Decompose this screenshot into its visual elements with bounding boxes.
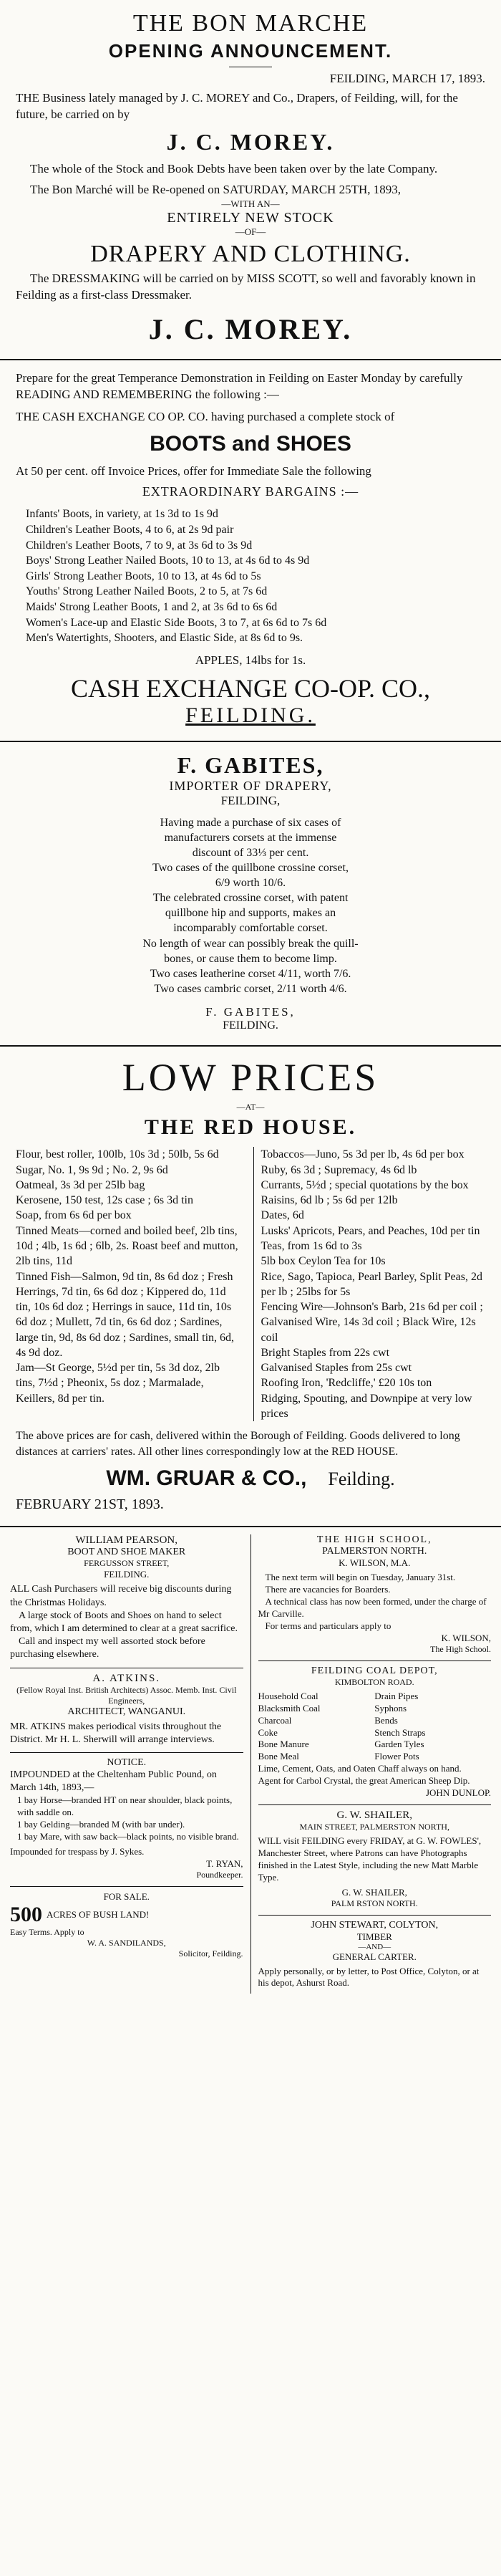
atkins-advertisement [10, 1668, 243, 1753]
gabites-trade: IMPORTER OF DRAPERY, [169, 778, 332, 793]
product-item: Bone Meal [258, 1751, 299, 1762]
product-item: Stench Straps [374, 1726, 426, 1738]
cash-exchange-intro: Prepare for the great Temperance Demonstration in Feilding on Easter Monday by carefully READING AND REMEMBERING the following :— [16, 370, 463, 401]
product-item: Bends [374, 1714, 398, 1726]
red-house-town: Feilding. [328, 1469, 395, 1490]
price-item: Currants, 5½d ; special quotations by the box [261, 1178, 469, 1191]
product-item: Syphons [374, 1702, 407, 1714]
list-item: Infants' Boots, in variety, at 1s 3d to 1s 9d [26, 508, 218, 521]
high-school-body1: The next term will begin on Tuesday, January 31st. [265, 1572, 456, 1583]
pearson-name: WILLIAM PEARSON, [75, 1534, 177, 1547]
product-item: Drain Pipes [374, 1690, 419, 1701]
bon-marche-para3: The DRESSMAKING will be carried on by MISS SCOTT, so well and favorably known in Feilding as a first-class Dressmaker. [16, 271, 476, 302]
cash-exchange-town: FEILDING. [185, 703, 316, 727]
notice-item: 1 bay Mare, with saw back—black points, no visible brand. [17, 1830, 239, 1842]
gabites-line: 6/9 worth 10/6. [215, 877, 286, 890]
price-item: Fencing Wire—Johnson's Barb, 21s 6d per coil ; Galvanised Wire, 14s 3d coil ; Black Wire, 12s coil [261, 1301, 483, 1344]
gabites-line: Two cases cambric corset, 2/11 worth 4/6. [154, 982, 347, 995]
notice-heading: NOTICE. [107, 1756, 147, 1768]
coal-depot-products [258, 1691, 492, 1763]
red-house-date: FEBRUARY 21ST, 1893. [16, 1496, 164, 1513]
bon-marche-of: —OF— [235, 226, 266, 237]
high-school-body2: There are vacancies for Boarders. [265, 1584, 391, 1595]
notice-keeper-title: Poundkeeper. [196, 1869, 243, 1880]
cash-exchange-purchase: THE CASH EXCHANGE CO OP. CO. having purchased a complete stock of [16, 409, 395, 423]
for-sale-agent-title: Solicitor, Feilding. [178, 1948, 243, 1959]
gabites-line: No length of wear can possibly break the quill- [142, 937, 359, 950]
cash-exchange-advertisement [0, 360, 501, 742]
cash-exchange-bargains: EXTRAORDINARY BARGAINS :— [142, 484, 359, 499]
product-item: Charcoal [258, 1714, 292, 1726]
coal-depot-left-list [258, 1691, 375, 1763]
shailer-advertisement [258, 1805, 492, 1916]
bon-marche-intro: THE Business lately managed by J. C. MOREY and Co., Drapers, of Feilding, will, for the future, be carried on by [16, 91, 458, 121]
red-house-right-column [253, 1147, 486, 1421]
product-item: Blacksmith Coal [258, 1702, 321, 1714]
price-item: Jam—St George, 5½d per tin, 5s 3d doz, 2lb tins, 7½d ; Pheonix, 5s doz ; Marmalade, Keillers, 8d per tin. [16, 1362, 220, 1405]
price-item: Tinned Meats—corned and boiled beef, 2lb tins, 10d ; 4lb, 1s 6d ; 6lb, 2s. Roast beef and mutton, 2lb tins, 11d [16, 1224, 238, 1268]
list-item: Women's Lace-up and Elastic Side Boots, 3 to 7, at 6s 6d to 7s 6d [26, 616, 327, 629]
price-item: Teas, from 1s 6d to 3s [261, 1240, 362, 1253]
notice-intro: IMPOUNDED at the Cheltenham Public Pound, on March 14th, 1893,— [10, 1769, 217, 1794]
atkins-body: MR. ATKINS makes periodical visits throughout the District. Mr H. L. Sherwill will arrange interviews. [10, 1721, 222, 1745]
price-item: Galvanised Staples from 25s cwt [261, 1362, 412, 1375]
price-item: Tinned Fish—Salmon, 9d tin, 8s 6d doz ; Fresh Herrings, 7d tin, 6s 6d doz ; Kippered do, 11d tin, 10s 6d doz ; Herrings in sauce, 11d tin, 10s 6d doz ; Mullett, 7d tin, 6s 6d doz ; Sardines, large tin, 9d, 8s 6d doz ; Sardines, small tin, 6d, 4s 9d doz. [16, 1270, 235, 1359]
pearson-street: FERGUSSON STREET, [84, 1558, 170, 1569]
product-item: Coke [258, 1726, 278, 1738]
pearson-body2: A large stock of Boots and Shoes on hand to select from, which I am determined to clear at a great sacrifice. [10, 1610, 238, 1634]
pound-notice [10, 1753, 243, 1887]
price-item: Kerosene, 150 test, 12s case ; 6s 3d tin [16, 1194, 193, 1207]
notice-item: 1 bay Gelding—branded M (with bar under). [17, 1819, 185, 1830]
price-item: Roofing Iron, 'Redcliffe,' £20 10s ton [261, 1377, 432, 1390]
red-house-left-column [16, 1147, 240, 1421]
price-item: Flour, best roller, 100lb, 10s 3d ; 50lb, 5s 6d [16, 1148, 219, 1161]
high-school-town: PALMERSTON NORTH. [322, 1546, 427, 1557]
gabites-body [64, 815, 437, 996]
cash-exchange-apples: APPLES, 14lbs for 1s. [195, 653, 306, 667]
red-house-name: THE RED HOUSE. [144, 1115, 357, 1140]
price-item: 5lb box Ceylon Tea for 10s [261, 1255, 386, 1268]
classifieds-section [0, 1527, 501, 2001]
shailer-street: MAIN STREET, PALMERSTON NORTH, [299, 1821, 449, 1832]
price-item: Raisins, 6d lb ; 5s 6d per 12lb [261, 1194, 398, 1207]
coal-depot-street: KIMBOLTON ROAD. [334, 1676, 414, 1687]
stewart-advertisement [258, 1916, 492, 1994]
shailer-sign: G. W. SHAILER, [341, 1886, 407, 1898]
price-item: Sugar, No. 1, 9s 9d ; No. 2, 9s 6d [16, 1163, 168, 1176]
list-item: Youths' Strong Leather Nailed Boots, 2 to 5, at 7s 6d [26, 585, 268, 598]
stewart-body: Apply personally, or by letter, to Post Office, Colyton, or at his depot, Ashurst Road. [258, 1965, 480, 1989]
gabites-line: Having made a purchase of six cases of [160, 816, 341, 829]
gabites-sign-name: F. GABITES, [205, 1005, 296, 1019]
stewart-trade: TIMBER [356, 1931, 392, 1942]
bon-marche-para1: The whole of the Stock and Book Debts have been taken over by the late Company. [30, 161, 438, 176]
pearson-trade: BOOT AND SHOE MAKER [67, 1547, 186, 1558]
bon-marche-with-an: —WITH AN— [221, 198, 280, 209]
red-house-advertisement [0, 1047, 501, 1527]
for-sale-heading: FOR SALE. [103, 1890, 150, 1902]
cash-exchange-items [16, 506, 485, 645]
pearson-town: FEILDING. [104, 1569, 150, 1580]
atkins-name: A. ATKINS. [92, 1672, 161, 1684]
product-item: Garden Tyles [374, 1739, 424, 1750]
cash-exchange-offer: At 50 per cent. off Invoice Prices, offer for Immediate Sale the following [16, 464, 371, 479]
list-item: Girls' Strong Leather Boots, 10 to 13, at 4s 6d to 5s [26, 569, 261, 582]
bon-marche-subtitle: OPENING ANNOUNCEMENT. [108, 40, 393, 62]
bon-marche-proprietor-name: J. C. MOREY. [166, 128, 335, 155]
red-house-price-columns [16, 1147, 485, 1421]
high-school-sign: K. WILSON, [441, 1632, 491, 1643]
price-item: Rice, Sago, Tapioca, Pearl Barley, Split Peas, 2d per lb ; 25lbs for 5s [261, 1270, 482, 1298]
gabites-line: The celebrated crossine corset, with patent [152, 892, 349, 905]
coal-depot-name: FEILDING COAL DEPOT, [311, 1665, 438, 1676]
price-item: Oatmeal, 3s 3d per 25lb bag [16, 1178, 145, 1191]
notice-impounded: Impounded for trespass by J. Sykes. [10, 1845, 145, 1857]
atkins-credentials: (Fellow Royal Inst. British Architects) Assoc. Memb. Inst. Civil Engineers, [16, 1684, 237, 1706]
bon-marche-drapery: DRAPERY AND CLOTHING. [90, 240, 411, 267]
gabites-line: incomparably comfortable corset. [173, 922, 328, 935]
product-item: Bone Manure [258, 1739, 309, 1750]
list-item: Maids' Strong Leather Boots, 1 and 2, at 3s 6d to 6s 6d [26, 600, 278, 613]
shailer-name: G. W. SHAILER, [336, 1809, 412, 1821]
cash-exchange-name: CASH EXCHANGE CO-OP. CO., [70, 673, 431, 703]
list-item: Boys' Strong Leather Nailed Boots, 10 to 13, at 4s 6d to 4s 9d [26, 554, 310, 567]
bon-marche-entirely: ENTIRELY NEW STOCK [167, 209, 334, 226]
gabites-line: quillbone hip and supports, makes an [165, 907, 336, 920]
gabites-advertisement [0, 742, 501, 1047]
gabites-line: manufacturers corsets at the immense [164, 831, 337, 844]
price-item: Bright Staples from 22s cwt [261, 1346, 390, 1359]
cash-exchange-headline: BOOTS and SHOES [150, 432, 351, 456]
for-sale-agent: W. A. SANDILANDS, [87, 1937, 166, 1948]
high-school-name: THE HIGH SCHOOL, [316, 1534, 432, 1546]
price-item: Ridging, Spouting, and Downpipe at very low prices [261, 1392, 472, 1420]
high-school-advertisement [258, 1534, 492, 1661]
for-sale-number: 500 [10, 1902, 42, 1926]
bon-marche-signature: J. C. MOREY. [148, 312, 353, 345]
stewart-trade2: GENERAL CARTER. [332, 1951, 417, 1962]
for-sale-line [10, 1903, 243, 1927]
price-item: Dates, 6d [261, 1209, 304, 1222]
classifieds-right-column [250, 1534, 492, 1994]
notice-item: 1 bay Horse—branded HT on near shoulder, black points, with saddle on. [17, 1794, 233, 1818]
gabites-line: Two cases leatherine corset 4/11, worth 7/6. [150, 967, 351, 980]
bon-marche-advertisement [0, 0, 501, 360]
shailer-body: WILL visit FEILDING every FRIDAY, at G. W. FOWLES', Manchester Street, where Patrons can have Photographs finished in the Latest Style, including the new Matt Marble Type. [258, 1835, 482, 1883]
gabites-town: FEILDING, [220, 793, 281, 807]
red-house-headline: LOW PRICES [122, 1056, 379, 1100]
red-house-at: —AT— [236, 1102, 265, 1112]
for-sale-terms: Easy Terms. Apply to [10, 1926, 84, 1937]
bon-marche-title: THE BON MARCHE [132, 10, 369, 37]
coal-depot-advertisement [258, 1661, 492, 1805]
high-school-body4: For terms and particulars apply to [265, 1620, 391, 1631]
pearson-advertisement [10, 1534, 243, 1668]
pearson-body1: ALL Cash Purchasers will receive big discounts during the Christmas Holidays. [10, 1584, 232, 1608]
price-item: Lusks' Apricots, Pears, and Peaches, 10d per tin [261, 1224, 480, 1237]
classifieds-left-column [10, 1534, 250, 1994]
red-house-company: WM. GRUAR & CO., [106, 1466, 307, 1491]
stewart-name: JOHN STEWART, COLYTON, [311, 1919, 439, 1931]
coal-depot-line2: Agent for Carbol Crystal, the great American Sheep Dip. [258, 1775, 470, 1787]
list-item: Children's Leather Boots, 7 to 9, at 3s 6d to 3s 9d [26, 539, 253, 552]
product-item: Household Coal [258, 1690, 318, 1701]
coal-depot-sign: JOHN DUNLOP. [425, 1787, 491, 1798]
for-sale-text: ACRES OF BUSH LAND! [47, 1908, 150, 1920]
list-item: Children's Leather Boots, 4 to 6, at 2s 9d pair [26, 523, 234, 536]
for-sale-advertisement [10, 1887, 243, 1964]
pearson-body3: Call and inspect my well assorted stock before purchasing elsewhere. [10, 1636, 205, 1661]
gabites-name: F. GABITES, [177, 751, 324, 778]
coal-depot-right-list [374, 1691, 491, 1763]
gabites-line: bones, or cause them to become limp. [164, 952, 337, 965]
bon-marche-para2: The Bon Marché will be Re-opened on SATURDAY, MARCH 25TH, 1893, [30, 182, 401, 196]
high-school-head: K. WILSON, M.A. [339, 1557, 411, 1569]
price-item: Tobaccos—Juno, 5s 3d per lb, 4s 6d per box Ruby, 6s 3d ; Supremacy, 4s 6d lb [261, 1148, 464, 1176]
red-house-company-line [16, 1466, 485, 1491]
shailer-sign-town: PALM RSTON NORTH. [331, 1898, 418, 1908]
gabites-sign-town: FEILDING. [223, 1019, 278, 1032]
bon-marche-dateline: FEILDING, MARCH 17, 1893. [329, 72, 485, 85]
gabites-line: discount of 33⅓ per cent. [192, 846, 309, 859]
product-item: Flower Pots [374, 1751, 419, 1762]
coal-depot-line1: Lime, Cement, Oats, and Oaten Chaff always on hand. [258, 1763, 462, 1774]
notice-keeper: T. RYAN, [206, 1857, 243, 1869]
stewart-and: —AND— [358, 1942, 391, 1951]
list-item: Men's Watertights, Shooters, and Elastic Side, at 8s 6d to 9s. [26, 632, 303, 645]
red-house-footer: The above prices are for cash, delivered within the Borough of Feilding. Goods delivered to long distances at carriers' rates. All other lines correspondingly low at the RED HOUSE. [16, 1430, 460, 1458]
gabites-line: Two cases of the quillbone crossine corset, [152, 862, 349, 875]
atkins-title: ARCHITECT, WANGANUI. [67, 1706, 186, 1717]
high-school-sign-title: The High School. [430, 1643, 491, 1654]
price-item: Soap, from 6s 6d per box [16, 1209, 132, 1222]
high-school-body3: A technical class has now been formed, under the charge of Mr Carville. [258, 1596, 487, 1620]
